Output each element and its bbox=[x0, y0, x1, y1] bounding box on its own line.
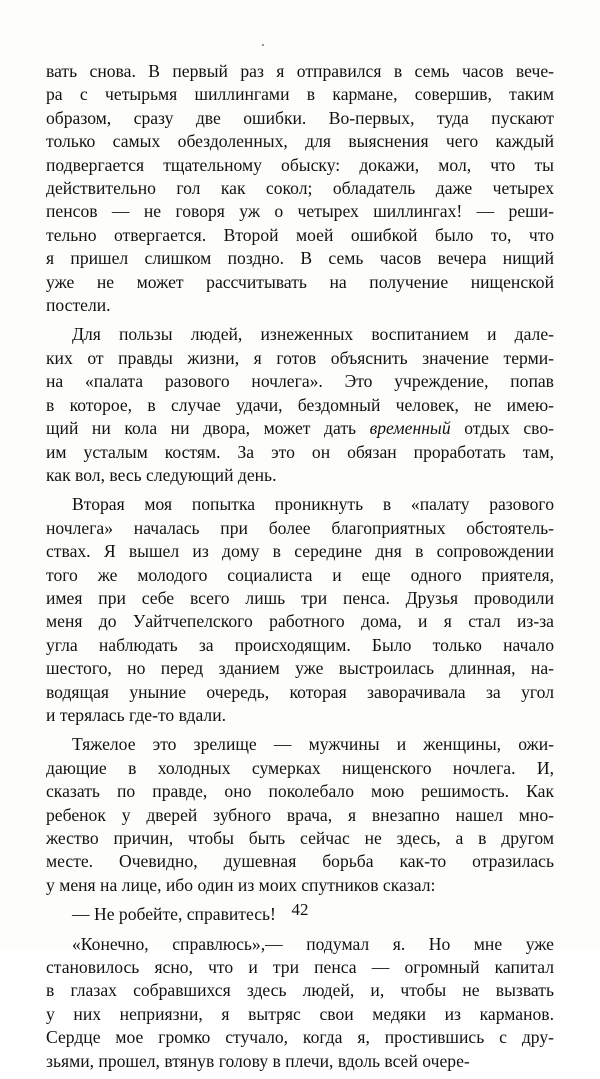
text-line: действительно гол как сокол; обладатель даже четырех bbox=[46, 178, 554, 199]
text-line: образом, сразу две ошибки. Во-первых, туда пускают bbox=[46, 107, 554, 128]
text-line: зьями, прошел, втянув голову в плечи, вдоль всей очере- bbox=[46, 1050, 470, 1071]
text-line: Сердце мое громко стучало, когда я, простившись с дру- bbox=[46, 1027, 554, 1048]
text-line: водящая уныние очередь, которая заворачивала за угол bbox=[46, 681, 554, 702]
text-line: на «палата разового ночлега». Это учреждение, попав bbox=[46, 371, 554, 392]
text-line: постели. bbox=[46, 295, 111, 316]
text-line: пенсов — не говоря уж о четырех шиллингах! — реши- bbox=[46, 201, 554, 222]
text-line: как вол, весь следующий день. bbox=[46, 464, 277, 485]
paragraph bbox=[46, 493, 554, 727]
text-line: месте. Очевидно, душевная борьба как-то отразилась bbox=[46, 851, 554, 872]
text-line: ствах. Я вышел из дому в середине дня в сопровождении bbox=[46, 541, 554, 562]
text-line: Вторая моя попытка проникнуть в «палату разового bbox=[72, 494, 554, 515]
page-body-text bbox=[46, 60, 554, 1079]
text-line: в глазах собравшихся здесь людей, и, чтобы не вызвать bbox=[46, 980, 554, 1001]
text-line: ких от правды жизни, я готов объяснить значение терми- bbox=[46, 347, 554, 368]
paragraph bbox=[46, 60, 554, 317]
paragraph bbox=[46, 933, 554, 1073]
text-line: становилось ясно, что и три пенса — огромный капитал bbox=[46, 957, 554, 978]
text-line: им усталым костям. За это он обязан проработать там, bbox=[46, 441, 554, 462]
text-line: только самых обездоленных, для выяснения чего каждый bbox=[46, 131, 554, 152]
paragraph bbox=[46, 733, 554, 897]
text-line: Для пользы людей, изнеженных воспитанием и далe- bbox=[72, 324, 554, 345]
text-line: жество причин, чтобы быть сейчас не здесь, а в другом bbox=[46, 828, 554, 848]
italic-word: временный bbox=[369, 418, 451, 439]
text-line: у меня на лице, ибо один из моих спутников сказал: bbox=[46, 874, 436, 895]
page-number: 42 bbox=[291, 900, 309, 919]
text-line: меня до Уайтчепелского работного дома, и я стал из-за bbox=[46, 611, 554, 632]
text-line: у них неприязни, я вытряс свои медяки из карманов. bbox=[46, 1003, 554, 1024]
text-line: — Не робейте, справитесь! bbox=[72, 904, 276, 925]
text-line: имея при себе всего лишь три пенса. Друзья проводили bbox=[46, 587, 554, 608]
text-line: Тяжелое это зрелище — мужчины и женщины, ожи- bbox=[72, 734, 554, 755]
text-line: ночлега» началась при более благоприятных обстоятель- bbox=[46, 517, 554, 538]
text-line: щий ни кола ни двора, может дать временный отдых сво- bbox=[46, 418, 554, 439]
text-line: дающие в холодных сумерках нищенского ночлега. И, bbox=[46, 757, 554, 778]
text-line: уже не может рассчитывать на получение нищенской bbox=[46, 271, 554, 292]
text-line: угла наблюдать за происходящим. Было только начало bbox=[46, 634, 554, 655]
text-line: вать снова. В первый раз я отправился в семь часов вече- bbox=[46, 61, 554, 81]
paragraph bbox=[46, 323, 554, 487]
text-line: шестого, но перед зданием уже выстроилась длинная, на- bbox=[46, 658, 554, 679]
text-line: ра с четырьмя шиллингами в кармане, совершив, таким bbox=[46, 84, 554, 105]
text-line: и терялась где-то вдали. bbox=[46, 704, 227, 725]
text-line: сказать по правде, оно поколебало мою решимость. Как bbox=[46, 781, 554, 802]
text-line: ребенок у дверей зубного врача, я внезапно нашел мно- bbox=[46, 804, 554, 825]
text-line: подвергается тщательному обыску: докажи, мол, что ты bbox=[46, 154, 554, 175]
text-line: «Конечно, справлюсь»,— подумал я. Но мне уже bbox=[72, 933, 554, 954]
text-line: того же молодого социалиста и еще одного приятеля, bbox=[46, 564, 554, 585]
text-line: я пришел слишком поздно. В семь часов вечера нищий bbox=[46, 248, 554, 269]
text-line: тельно отвергается. Второй моей ошибкой было то, что bbox=[46, 224, 554, 245]
text-line: в которое, в случае удачи, бездомный человек, не имею- bbox=[46, 394, 554, 415]
scan-speck bbox=[262, 44, 264, 46]
